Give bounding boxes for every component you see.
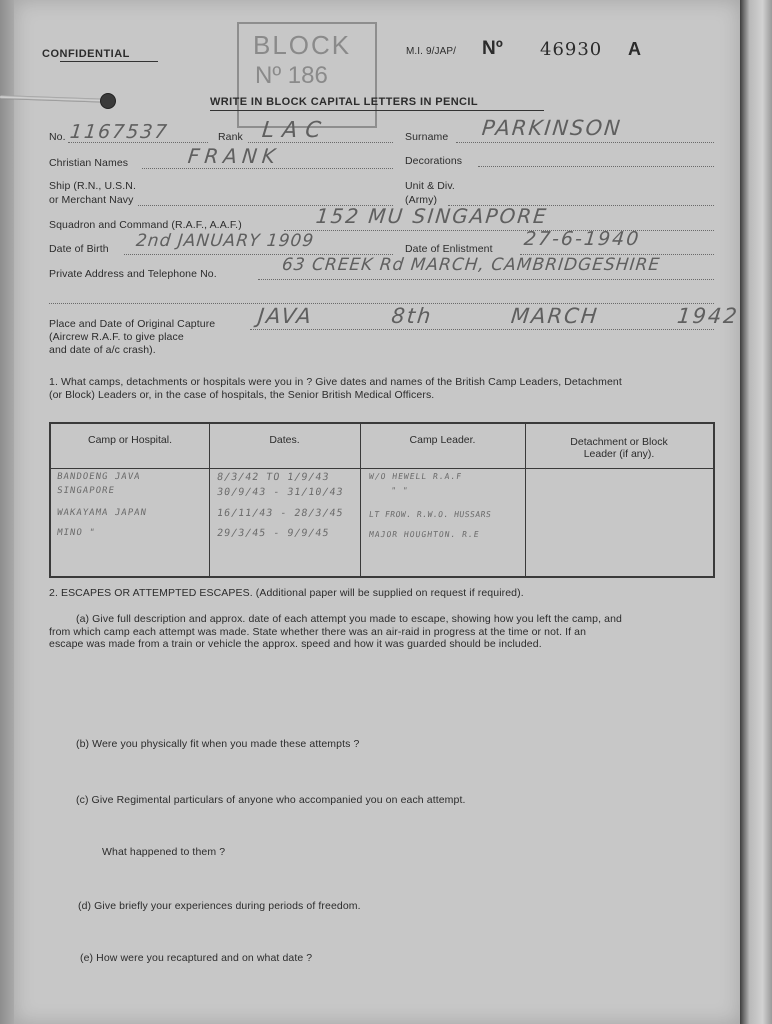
form-letter: A xyxy=(628,39,642,59)
question-2a-line-3: escape was made from a train or vehicle the approx. speed and how it was guarded should be included. xyxy=(49,638,542,650)
row-leader: LT FROW. R.W.O. HUSSARS xyxy=(368,510,492,519)
row-leader: " " xyxy=(390,486,410,495)
question-2b: (b) Were you physically fit when you made these attempts ? xyxy=(76,738,360,750)
row-dates: 30/9/43 - 31/10/43 xyxy=(216,487,345,498)
table-divider xyxy=(360,424,361,576)
question-2a-line-2: from which camp each attempt was made. State whether there was an air-raid in progress at the time or not. If an xyxy=(49,626,587,638)
punch-hole xyxy=(100,93,116,109)
classification-label: CONFIDENTIAL xyxy=(42,48,130,60)
ship-label-1: Ship (R.N., U.S.N. xyxy=(49,180,136,192)
question-1-line-2: (or Block) Leaders or, in the case of hospitals, the Senior British Medical Officers. xyxy=(49,389,435,401)
header-camp: Camp or Hospital. xyxy=(87,434,173,446)
squadron-value: 152 MU SINGAPORE xyxy=(314,204,550,228)
page-stack-edge xyxy=(740,0,772,1024)
enlistment-label: Date of Enlistment xyxy=(405,243,493,255)
number-sign: Nº xyxy=(482,38,503,59)
squadron-line xyxy=(284,230,714,231)
rank-label: Rank xyxy=(218,131,243,143)
row-dates: 16/11/43 - 28/3/45 xyxy=(216,508,345,519)
capture-label-3: and date of a/c crash). xyxy=(49,344,156,356)
decorations-line xyxy=(478,166,714,167)
question-2-title: 2. ESCAPES OR ATTEMPTED ESCAPES. (Additional paper will be supplied on request if required). xyxy=(49,587,524,599)
ref-label: M.I. 9/JAP/ xyxy=(406,46,457,57)
no-line xyxy=(68,142,208,143)
block-stamp xyxy=(237,22,377,128)
rank-line xyxy=(248,142,393,143)
service-number-value: 1167537 xyxy=(68,121,170,143)
dob-value: 2nd JANUARY 1909 xyxy=(134,231,316,251)
capture-line xyxy=(250,329,714,330)
row-dates: 8/3/42 TO 1/9/43 xyxy=(216,472,331,483)
christian-names-label: Christian Names xyxy=(49,157,129,169)
christian-names-value: FRANK xyxy=(186,144,282,168)
capture-label-1: Place and Date of Original Capture xyxy=(49,318,216,330)
question-2a-line-1: (a) Give full description and approx. date of each attempt you made to escape, showing how you left the camp, and xyxy=(76,613,622,625)
row-camp: MINO " xyxy=(56,528,97,538)
classification-underline xyxy=(60,61,158,62)
question-2c: (c) Give Regimental particulars of anyone who accompanied you on each attempt. xyxy=(76,794,466,806)
question-2d: (d) Give briefly your experiences during periods of freedom. xyxy=(78,900,361,912)
form-number: 46930 xyxy=(540,39,603,60)
address-value: 63 CREEK Rd MARCH, CAMBRIDGESHIRE xyxy=(280,255,662,275)
header-leader: Camp Leader. xyxy=(409,434,476,446)
dob-label: Date of Birth xyxy=(49,243,109,255)
row-camp: BANDOENG JAVA xyxy=(56,472,142,482)
header-detachment-2: Leader (if any). xyxy=(583,448,655,460)
surname-value: PARKINSON xyxy=(480,116,624,140)
surname-label: Surname xyxy=(405,131,449,143)
camp-table xyxy=(49,422,715,578)
row-leader: W/O HEWELL R.A.F xyxy=(368,472,463,481)
capture-value: JAVA 8th MARCH 1942 xyxy=(256,304,740,328)
row-camp: SINGAPORE xyxy=(56,486,116,496)
ship-label-2: or Merchant Navy xyxy=(49,194,134,206)
capture-label-2: (Aircrew R.A.F. to give place xyxy=(49,331,184,343)
header-dates: Dates. xyxy=(269,434,300,446)
instruction-underline xyxy=(210,110,544,111)
stamp-text: BLOCK xyxy=(253,30,352,60)
row-leader: MAJOR HOUGHTON. R.E xyxy=(368,530,481,539)
question-2e: (e) How were you recaptured and on what date ? xyxy=(80,952,313,964)
stamp-number: Nº 186 xyxy=(255,62,328,89)
unit-label-1: Unit & Div. xyxy=(405,180,455,192)
address-label: Private Address and Telephone No. xyxy=(49,268,217,280)
enlistment-value: 27-6-1940 xyxy=(522,228,642,250)
no-label: No. xyxy=(49,131,66,143)
address-line xyxy=(258,279,714,280)
header-detachment: Detachment or Block xyxy=(570,436,668,448)
table-divider xyxy=(209,424,210,576)
question-2c-followup: What happened to them ? xyxy=(102,846,226,858)
table-header-rule xyxy=(51,468,713,469)
rank-value: LAC xyxy=(260,118,330,143)
squadron-label: Squadron and Command (R.A.F., A.A.F.) xyxy=(49,219,242,231)
surname-line xyxy=(456,142,714,143)
instruction-heading: WRITE IN BLOCK CAPITAL LETTERS IN PENCIL xyxy=(210,96,478,108)
unit-label-2: (Army) xyxy=(405,194,438,206)
decorations-label: Decorations xyxy=(405,155,463,167)
christian-names-line xyxy=(142,168,393,169)
question-1-line-1: 1. What camps, detachments or hospitals were you in ? Give dates and names of the British Camp Leaders, Detachment xyxy=(49,376,622,388)
row-camp: WAKAYAMA JAPAN xyxy=(56,508,148,518)
row-dates: 29/3/45 - 9/9/45 xyxy=(216,528,331,539)
